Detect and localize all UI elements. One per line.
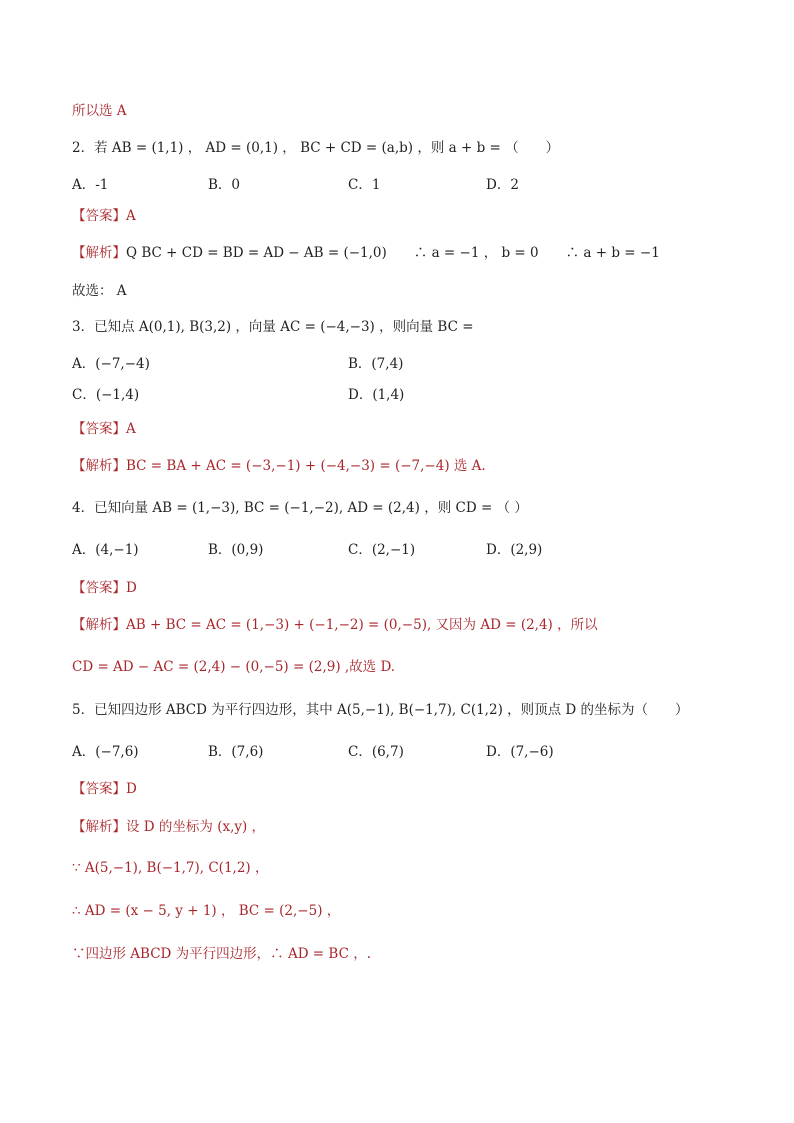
q2-option-c: C．1 <box>348 177 381 193</box>
q3-solution <box>72 456 486 476</box>
q5-option-a: A．(−7,6) <box>72 744 139 760</box>
solution-text: AB + BC = AC = (1,−3) + (−1,−2) = (0,−5), 又因为 AD = (2,4) ，所以 <box>126 617 598 633</box>
q5-option-b: B．(7,6) <box>208 744 264 760</box>
q4-option-b: B．(0,9) <box>208 542 264 558</box>
question-2: 2．若 AB = (1,1) ， AD = (0,1) ， BC + CD = (a,b) ，则 a + b = （ ） <box>72 140 560 156</box>
answer-tag: 【答案】 <box>72 208 126 224</box>
q2-selection: 故选： A <box>72 283 127 299</box>
question-5: 5．已知四边形 ABCD 为平行四边形，其中 A(5,−1), B(−1,7), C(1,2) ，则顶点 D 的坐标为（ ） <box>72 702 689 718</box>
prev-conclusion: 所以选 A <box>72 103 127 119</box>
solution-text: Q BC + CD = BD = AD − AB = (−1,0) ∴ a = −1 ， b = 0 ∴ a + b = −1 <box>126 245 660 261</box>
q4-option-d: D．(2,9) <box>486 542 543 558</box>
q2-answer <box>72 206 136 226</box>
q5-option-d: D．(7,−6) <box>486 744 554 760</box>
q2-option-b: B．0 <box>208 177 241 193</box>
solution-tag: 【解析】 <box>72 245 126 261</box>
q4-solution-continued: CD = AD − AC = (2,4) − (0,−5) = (2,9) ,故选 D. <box>72 659 396 675</box>
q4-option-c: C．(2,−1) <box>348 542 416 558</box>
q3-option-d: D．(1,4) <box>348 387 405 403</box>
q2-option-d: D．2 <box>486 177 519 193</box>
answer-tag: 【答案】 <box>72 580 126 596</box>
q3-option-a: A．(−7,−4) <box>72 356 150 372</box>
q5-step-given: ∵ A(5,−1), B(−1,7), C(1,2) ， <box>72 860 269 876</box>
solution-tag: 【解析】 <box>72 617 126 633</box>
question-3: 3．已知点 A(0,1), B(3,2) ，向量 AC = (−4,−3) ，则向量 BC = <box>72 319 474 335</box>
q5-step-parallelogram: ∵四边形 ABCD 为平行四边形，∴ AD = BC ，. <box>72 946 371 962</box>
q4-solution <box>72 615 598 635</box>
answer-tag: 【答案】 <box>72 421 126 437</box>
solution-text: BC = BA + AC = (−3,−1) + (−4,−3) = (−7,−4) 选 A. <box>126 458 486 474</box>
answer-value: D <box>126 781 137 797</box>
q5-solution <box>72 817 265 837</box>
q3-answer <box>72 419 136 439</box>
q3-option-c: C．(−1,4) <box>72 387 140 403</box>
q5-answer <box>72 779 137 799</box>
question-4: 4．已知向量 AB = (1,−3), BC = (−1,−2), AD = (2,4) ，则 CD = （ ） <box>72 500 528 516</box>
q2-option-a: A．-1 <box>72 177 109 193</box>
q3-option-b: B．(7,4) <box>348 356 404 372</box>
answer-value: A <box>126 421 136 437</box>
q5-step-vectors: ∴ AD = (x − 5, y + 1) ， BC = (2,−5) ， <box>72 903 341 919</box>
q2-solution <box>72 243 660 263</box>
q4-answer <box>72 578 137 598</box>
q5-option-c: C．(6,7) <box>348 744 404 760</box>
q4-option-a: A．(4,−1) <box>72 542 139 558</box>
answer-value: A <box>126 208 136 224</box>
answer-value: D <box>126 580 137 596</box>
solution-tag: 【解析】 <box>72 819 126 835</box>
answer-tag: 【答案】 <box>72 781 126 797</box>
solution-tag: 【解析】 <box>72 458 126 474</box>
solution-text: 设 D 的坐标为 (x,y) ， <box>126 819 266 835</box>
